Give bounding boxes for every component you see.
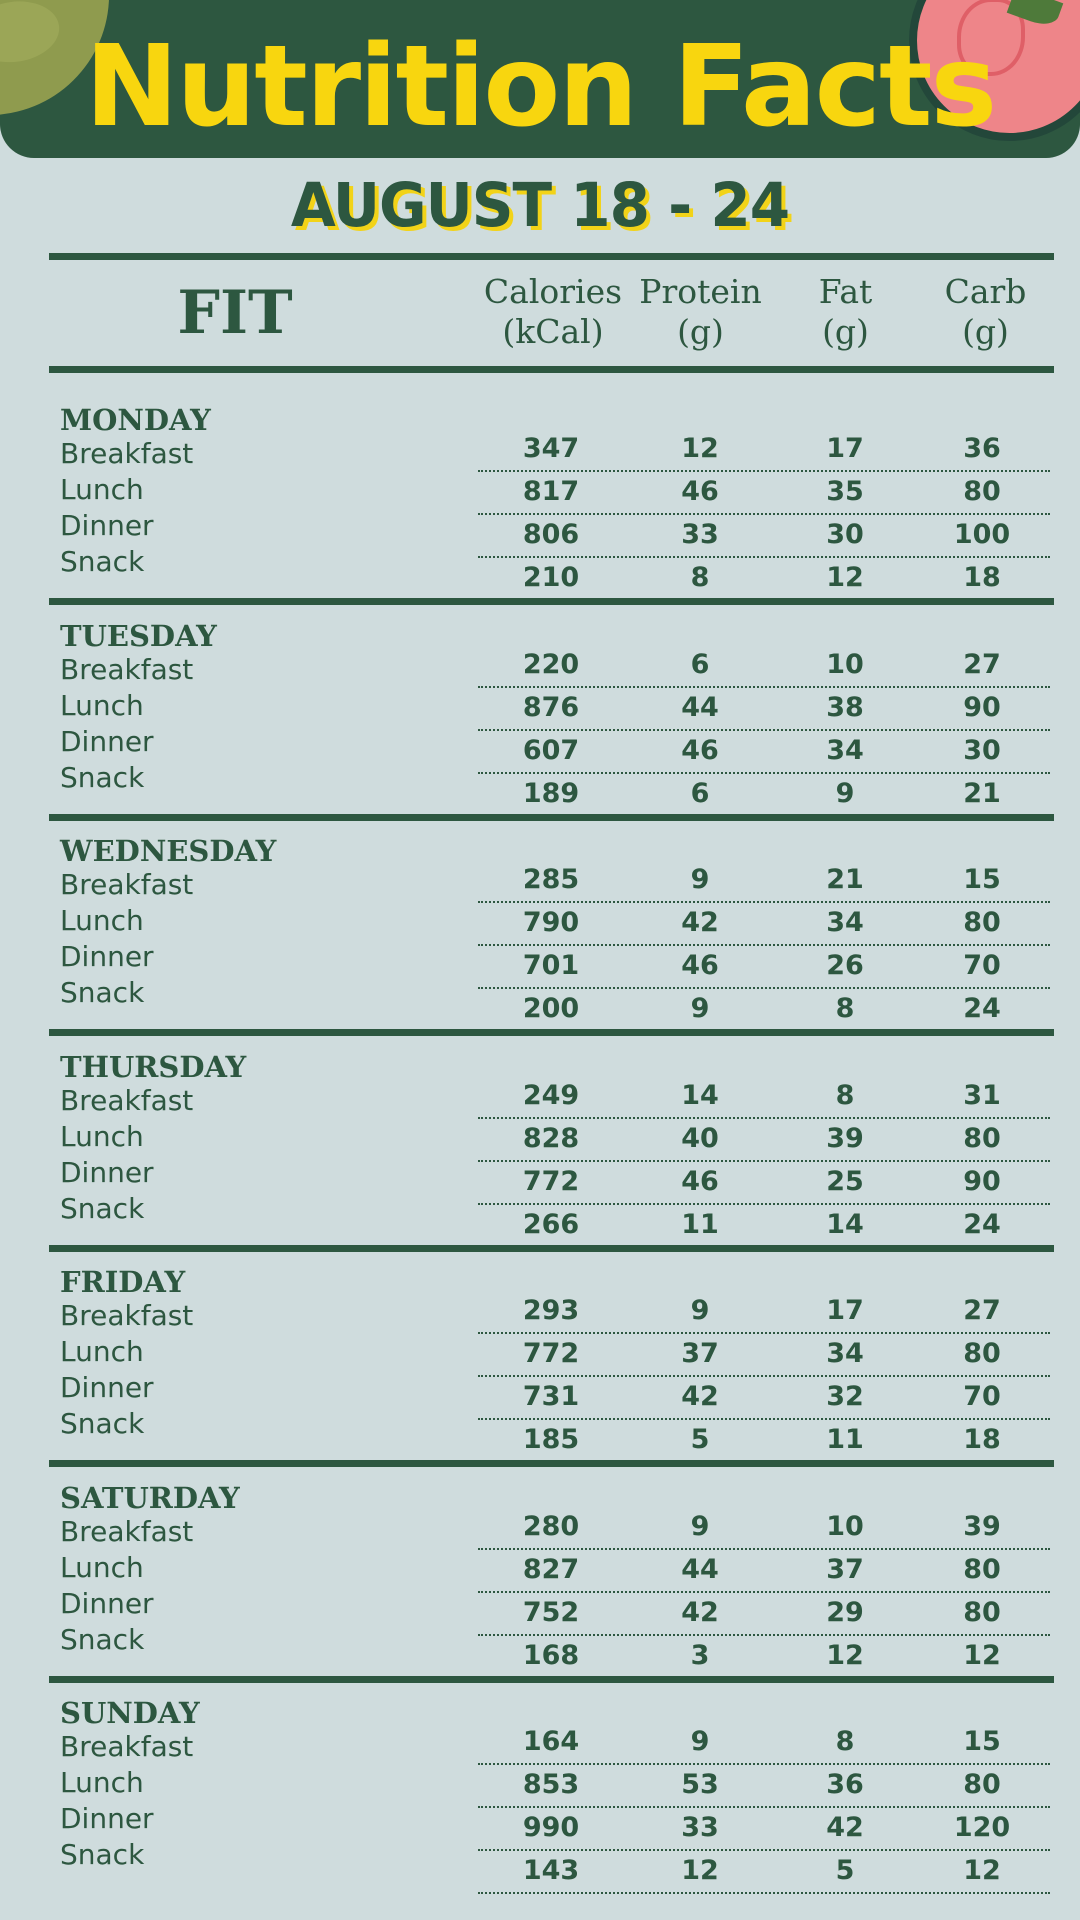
day-divider: [49, 1029, 1054, 1036]
table-cell: 37: [826, 1553, 864, 1585]
meal-label-lunch: Lunch: [60, 1550, 144, 1584]
table-cell: 42: [681, 1596, 719, 1628]
meal-label-snack: Snack: [60, 545, 145, 578]
table-cell: 80: [963, 1596, 1001, 1628]
meal-label-lunch: Lunch: [60, 688, 144, 722]
table-cell: 37: [681, 1338, 719, 1369]
table-cell: 8: [835, 1079, 855, 1111]
table-cell: 18: [963, 1424, 1001, 1455]
column-header-unit: (g): [677, 312, 724, 351]
table-cell: 70: [963, 1381, 1001, 1412]
table-cell: 39: [963, 1510, 1001, 1542]
table-cell: 30: [963, 734, 1001, 766]
day-name: SUNDAY: [60, 1696, 200, 1730]
day-block-sunday: [0, 1693, 1080, 1908]
table-cell: 817: [522, 476, 580, 507]
table-cell: 34: [826, 734, 864, 766]
table-cell: 40: [681, 1122, 719, 1154]
table-cell: 11: [826, 1424, 864, 1455]
top-divider: [49, 253, 1054, 260]
table-cell: 143: [522, 1855, 580, 1886]
table-cell: 36: [963, 433, 1001, 464]
meal-label-snack: Snack: [60, 976, 145, 1009]
row-dotted-divider: [478, 1160, 1050, 1162]
table-cell: 9: [690, 864, 710, 895]
table-cell: 80: [963, 1122, 1001, 1154]
table-cell: 15: [963, 864, 1001, 895]
day-divider: [49, 814, 1054, 821]
table-cell: 12: [681, 1855, 719, 1886]
table-cell: 27: [963, 648, 1001, 680]
table-cell: 18: [963, 562, 1001, 593]
meal-label-breakfast: Breakfast: [60, 1514, 194, 1548]
row-dotted-divider: [478, 556, 1050, 558]
row-dotted-divider: [478, 1332, 1050, 1334]
meal-label-lunch: Lunch: [60, 904, 144, 937]
table-cell: 12: [963, 1639, 1001, 1671]
meal-label-lunch: Lunch: [60, 1335, 144, 1368]
table-cell: 33: [681, 1812, 719, 1843]
table-cell: 266: [522, 1208, 580, 1240]
day-name: MONDAY: [60, 403, 211, 437]
column-header-fat: [773, 272, 918, 352]
meal-label-dinner: Dinner: [60, 724, 154, 758]
header-divider: [49, 366, 1054, 373]
column-header-carb: [913, 272, 1058, 352]
table-cell: 24: [963, 1208, 1001, 1240]
day-name: FRIDAY: [60, 1265, 186, 1299]
table-cell: 285: [522, 864, 580, 895]
table-cell: 14: [681, 1079, 719, 1111]
table-cell: 10: [826, 648, 864, 680]
day-block-monday: [0, 400, 1080, 615]
table-cell: 280: [522, 1510, 580, 1542]
table-cell: 210: [522, 562, 580, 593]
table-cell: 293: [522, 1295, 580, 1326]
table-cell: 17: [826, 433, 864, 464]
row-dotted-divider: [478, 987, 1050, 989]
table-cell: 8: [835, 1726, 855, 1757]
table-cell: 42: [826, 1812, 864, 1843]
table-cell: 46: [681, 476, 719, 507]
table-cell: 6: [690, 648, 710, 680]
row-dotted-divider: [478, 1418, 1050, 1420]
meal-label-dinner: Dinner: [60, 1802, 154, 1835]
row-dotted-divider: [478, 901, 1050, 903]
meal-label-snack: Snack: [60, 1407, 145, 1440]
meal-label-breakfast: Breakfast: [60, 1083, 194, 1117]
meal-label-breakfast: Breakfast: [60, 652, 194, 686]
table-cell: 752: [522, 1596, 580, 1628]
meal-label-snack: Snack: [60, 760, 145, 794]
table-cell: 17: [826, 1295, 864, 1326]
meal-label-breakfast: Breakfast: [60, 437, 194, 470]
table-cell: 29: [826, 1596, 864, 1628]
table-cell: 44: [681, 691, 719, 723]
table-cell: 9: [690, 1295, 710, 1326]
table-cell: 607: [522, 734, 580, 766]
table-cell: 30: [826, 519, 864, 550]
row-dotted-divider: [478, 1849, 1050, 1851]
table-cell: 5: [690, 1424, 710, 1455]
row-dotted-divider: [478, 1892, 1050, 1894]
column-header-unit: (g): [962, 312, 1009, 351]
table-cell: 827: [522, 1553, 580, 1585]
table-cell: 90: [963, 1165, 1001, 1197]
meal-label-lunch: Lunch: [60, 473, 144, 506]
row-dotted-divider: [478, 1763, 1050, 1765]
table-cell: 6: [690, 777, 710, 809]
table-cell: 806: [522, 519, 580, 550]
table-cell: 26: [826, 950, 864, 981]
day-name: THURSDAY: [60, 1049, 247, 1084]
meal-label-lunch: Lunch: [60, 1119, 144, 1153]
table-cell: 164: [522, 1726, 580, 1757]
table-cell: 8: [690, 562, 710, 593]
day-block-tuesday: [0, 616, 1080, 831]
row-dotted-divider: [478, 1375, 1050, 1377]
table-cell: 70: [963, 950, 1001, 981]
table-cell: 42: [681, 1381, 719, 1412]
table-cell: 36: [826, 1769, 864, 1800]
day-divider: [49, 1676, 1054, 1683]
meal-label-dinner: Dinner: [60, 1371, 154, 1404]
table-cell: 828: [522, 1122, 580, 1154]
column-header-unit: (kCal): [502, 312, 604, 351]
table-cell: 42: [681, 907, 719, 938]
table-cell: 876: [522, 691, 580, 723]
table-cell: 731: [522, 1381, 580, 1412]
meal-label-breakfast: Breakfast: [60, 1299, 194, 1332]
table-cell: 39: [826, 1122, 864, 1154]
row-dotted-divider: [478, 1806, 1050, 1808]
table-cell: 185: [522, 1424, 580, 1455]
day-name: WEDNESDAY: [60, 834, 277, 868]
table-cell: 772: [522, 1165, 580, 1197]
table-cell: 80: [963, 1769, 1001, 1800]
day-divider: [49, 1460, 1054, 1467]
day-block-friday: [0, 1262, 1080, 1477]
column-header-line: Protein: [639, 272, 762, 311]
table-cell: 21: [963, 777, 1001, 809]
table-cell: 53: [681, 1769, 719, 1800]
day-name: TUESDAY: [60, 618, 217, 653]
table-cell: 790: [522, 907, 580, 938]
brand-label: FIT: [177, 278, 293, 348]
meal-label-dinner: Dinner: [60, 940, 154, 973]
table-cell: 990: [522, 1812, 580, 1843]
table-cell: 12: [826, 562, 864, 593]
meal-label-snack: Snack: [60, 1622, 145, 1656]
table-cell: 10: [826, 1510, 864, 1542]
row-dotted-divider: [478, 1548, 1050, 1550]
table-cell: 3: [690, 1639, 710, 1671]
row-dotted-divider: [478, 944, 1050, 946]
table-cell: 34: [826, 1338, 864, 1369]
table-cell: 8: [835, 993, 855, 1024]
table-cell: 80: [963, 1553, 1001, 1585]
column-header-line: Carb: [944, 272, 1027, 311]
table-cell: 100: [953, 519, 1011, 550]
table-cell: 9: [690, 1510, 710, 1542]
table-cell: 9: [690, 993, 710, 1024]
row-dotted-divider: [478, 686, 1050, 688]
table-cell: 347: [522, 433, 580, 464]
date-range: AUGUST 18 - 24: [290, 169, 790, 241]
table-cell: 14: [826, 1208, 864, 1240]
meal-label-breakfast: Breakfast: [60, 868, 194, 901]
table-cell: 24: [963, 993, 1001, 1024]
table-cell: 772: [522, 1338, 580, 1369]
table-cell: 701: [522, 950, 580, 981]
table-cell: 220: [522, 648, 580, 680]
table-cell: 33: [681, 519, 719, 550]
row-dotted-divider: [478, 1634, 1050, 1636]
table-cell: 12: [681, 433, 719, 464]
table-cell: 11: [681, 1208, 719, 1240]
table-cell: 35: [826, 476, 864, 507]
meal-label-snack: Snack: [60, 1838, 145, 1871]
table-cell: 27: [963, 1295, 1001, 1326]
row-dotted-divider: [478, 729, 1050, 731]
meal-label-lunch: Lunch: [60, 1766, 144, 1799]
table-cell: 168: [522, 1639, 580, 1671]
column-header-protein: [628, 272, 773, 352]
table-cell: 21: [826, 864, 864, 895]
table-cell: 44: [681, 1553, 719, 1585]
day-block-thursday: [0, 1047, 1080, 1262]
row-dotted-divider: [478, 1203, 1050, 1205]
row-dotted-divider: [478, 513, 1050, 515]
page-title: Nutrition Facts: [84, 22, 996, 152]
row-dotted-divider: [478, 772, 1050, 774]
table-cell: 90: [963, 691, 1001, 723]
table-cell: 12: [826, 1639, 864, 1671]
table-cell: 46: [681, 1165, 719, 1197]
table-cell: 34: [826, 907, 864, 938]
header-banner: [0, 0, 1080, 158]
table-cell: 5: [835, 1855, 855, 1886]
column-header-line: Fat: [818, 272, 873, 311]
row-dotted-divider: [478, 1591, 1050, 1593]
day-divider: [49, 598, 1054, 605]
day-name: SATURDAY: [60, 1480, 240, 1515]
day-block-saturday: [0, 1478, 1080, 1693]
table-cell: 15: [963, 1726, 1001, 1757]
table-cell: 853: [522, 1769, 580, 1800]
row-dotted-divider: [478, 1117, 1050, 1119]
table-cell: 80: [963, 907, 1001, 938]
table-cell: 31: [963, 1079, 1001, 1111]
table-cell: 25: [826, 1165, 864, 1197]
meal-label-dinner: Dinner: [60, 1155, 154, 1189]
meal-label-dinner: Dinner: [60, 1586, 154, 1620]
table-cell: 9: [690, 1726, 710, 1757]
table-cell: 80: [963, 476, 1001, 507]
table-cell: 32: [826, 1381, 864, 1412]
table-cell: 9: [835, 777, 855, 809]
table-cell: 189: [522, 777, 580, 809]
table-cell: 80: [963, 1338, 1001, 1369]
meal-label-breakfast: Breakfast: [60, 1730, 194, 1763]
column-header-unit: (g): [822, 312, 869, 351]
table-cell: 46: [681, 734, 719, 766]
day-block-wednesday: [0, 831, 1080, 1046]
table-cell: 120: [953, 1812, 1011, 1843]
day-divider: [49, 1245, 1054, 1252]
column-header-line: Calories: [483, 272, 623, 311]
table-cell: 12: [963, 1855, 1001, 1886]
table-cell: 200: [522, 993, 580, 1024]
table-cell: 46: [681, 950, 719, 981]
column-header-calories: [478, 272, 628, 352]
table-cell: 249: [522, 1079, 580, 1111]
table-cell: 38: [826, 691, 864, 723]
meal-label-dinner: Dinner: [60, 509, 154, 542]
row-dotted-divider: [478, 470, 1050, 472]
meal-label-snack: Snack: [60, 1191, 145, 1225]
